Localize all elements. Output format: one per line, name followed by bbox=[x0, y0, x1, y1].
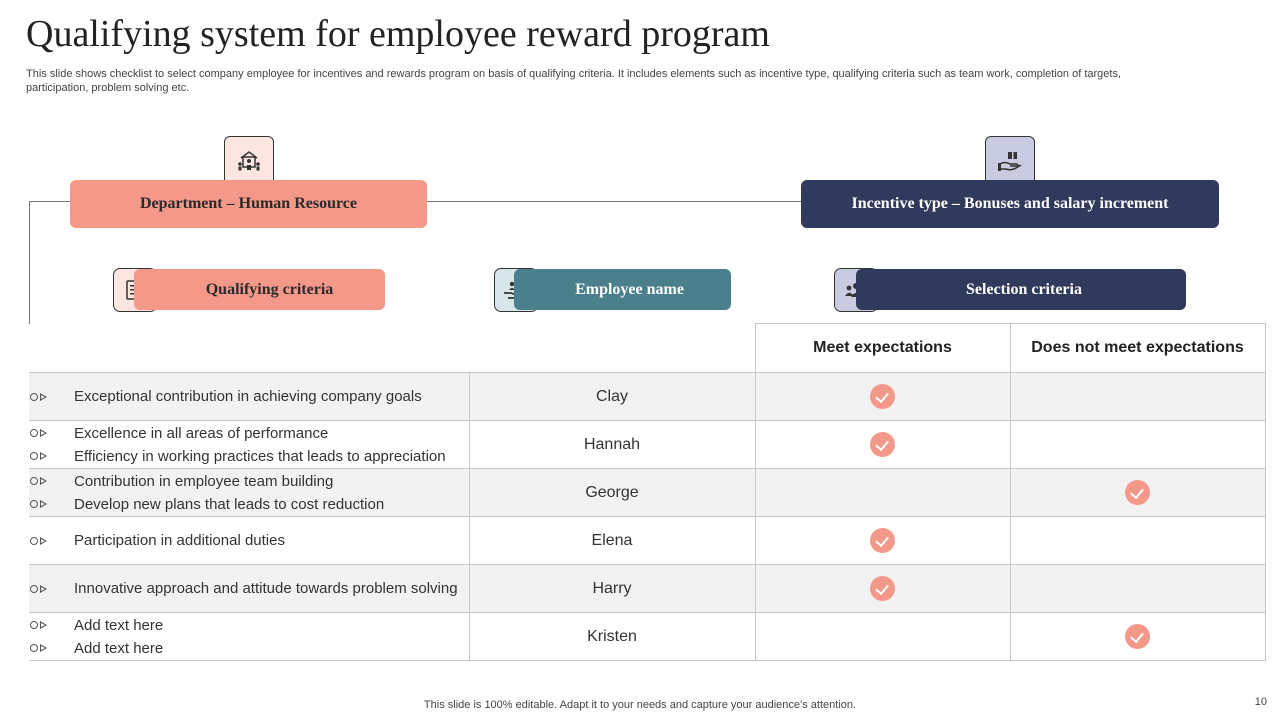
qualifying-criteria-header: Qualifying criteria bbox=[134, 269, 385, 310]
criteria-cell bbox=[29, 517, 469, 565]
check-icon bbox=[870, 528, 895, 553]
criteria-text: Develop new plans that leads to cost reduction bbox=[74, 495, 385, 513]
page-subtitle: This slide shows checklist to select company employee for incentives and rewards program on basis of qualifying criteria. It includes elements such as incentive type, qualifying criteria such as team work, completion of targets, participation, problem solving etc. bbox=[26, 68, 1122, 94]
footer-note: This slide is 100% editable. Adapt it to your needs and capture your audience’s attention. bbox=[423, 699, 857, 711]
meet-cell bbox=[755, 565, 1010, 613]
meet-expectations-header: Meet expectations bbox=[755, 324, 1010, 373]
bullet-icon bbox=[29, 644, 74, 652]
gift-hand-icon bbox=[985, 136, 1035, 186]
department-banner: Department – Human Resource bbox=[70, 180, 427, 228]
table-row bbox=[29, 613, 1265, 661]
check-icon bbox=[1125, 624, 1150, 649]
blank-header-cell bbox=[469, 324, 755, 373]
bullet-icon bbox=[29, 429, 74, 437]
meet-cell bbox=[755, 373, 1010, 421]
not-meet-cell bbox=[1010, 517, 1265, 565]
not-meet-cell bbox=[1010, 373, 1265, 421]
not-meet-cell bbox=[1010, 565, 1265, 613]
employee-name: Clay bbox=[469, 373, 755, 421]
table-row bbox=[29, 373, 1265, 421]
check-icon bbox=[1125, 480, 1150, 505]
incentive-banner: Incentive type – Bonuses and salary increment bbox=[801, 180, 1219, 228]
page-title: Qualifying system for employee reward program bbox=[26, 13, 770, 55]
employee-name-header: Employee name bbox=[514, 269, 731, 310]
criteria-cell bbox=[29, 421, 469, 469]
not-meet-cell bbox=[1010, 613, 1265, 661]
bullet-icon bbox=[29, 585, 74, 593]
bullet-icon bbox=[29, 621, 74, 629]
check-icon bbox=[870, 384, 895, 409]
blank-header-cell bbox=[29, 324, 469, 373]
meet-cell bbox=[755, 517, 1010, 565]
criteria-cell bbox=[29, 613, 469, 661]
qualifying-table bbox=[29, 323, 1266, 661]
table-row bbox=[29, 517, 1265, 565]
criteria-text: Excellence in all areas of performance bbox=[74, 424, 329, 442]
criteria-text: Efficiency in working practices that leads to appreciation bbox=[74, 447, 446, 465]
criteria-cell bbox=[29, 373, 469, 421]
employee-name: George bbox=[469, 469, 755, 517]
employee-name: Hannah bbox=[469, 421, 755, 469]
organization-icon bbox=[224, 136, 274, 186]
bullet-icon bbox=[29, 500, 74, 508]
criteria-text: Add text here bbox=[74, 639, 164, 657]
meet-cell bbox=[755, 469, 1010, 517]
criteria-text: Add text here bbox=[74, 616, 164, 634]
check-icon bbox=[870, 576, 895, 601]
criteria-text: Contribution in employee team building bbox=[74, 472, 334, 490]
criteria-text: Exceptional contribution in achieving company goals bbox=[74, 388, 422, 405]
bullet-icon bbox=[29, 393, 74, 401]
criteria-text: Participation in additional duties bbox=[74, 532, 285, 549]
bullet-icon bbox=[29, 452, 74, 460]
connector-line-vertical bbox=[29, 202, 30, 324]
criteria-cell bbox=[29, 565, 469, 613]
not-meet-cell bbox=[1010, 421, 1265, 469]
page-number: 10 bbox=[1254, 696, 1267, 708]
selection-criteria-header: Selection criteria bbox=[856, 269, 1186, 310]
check-icon bbox=[870, 432, 895, 457]
criteria-text: Innovative approach and attitude towards problem solving bbox=[74, 580, 458, 597]
meet-cell bbox=[755, 613, 1010, 661]
employee-name: Harry bbox=[469, 565, 755, 613]
meet-cell bbox=[755, 421, 1010, 469]
bullet-icon bbox=[29, 537, 74, 545]
not-meet-expectations-header: Does not meet expectations bbox=[1010, 324, 1265, 373]
not-meet-cell bbox=[1010, 469, 1265, 517]
table-row bbox=[29, 469, 1265, 517]
table-row bbox=[29, 565, 1265, 613]
employee-name: Elena bbox=[469, 517, 755, 565]
bullet-icon bbox=[29, 477, 74, 485]
employee-name: Kristen bbox=[469, 613, 755, 661]
criteria-cell bbox=[29, 469, 469, 517]
table-header-row bbox=[29, 324, 1265, 373]
table-row bbox=[29, 421, 1265, 469]
